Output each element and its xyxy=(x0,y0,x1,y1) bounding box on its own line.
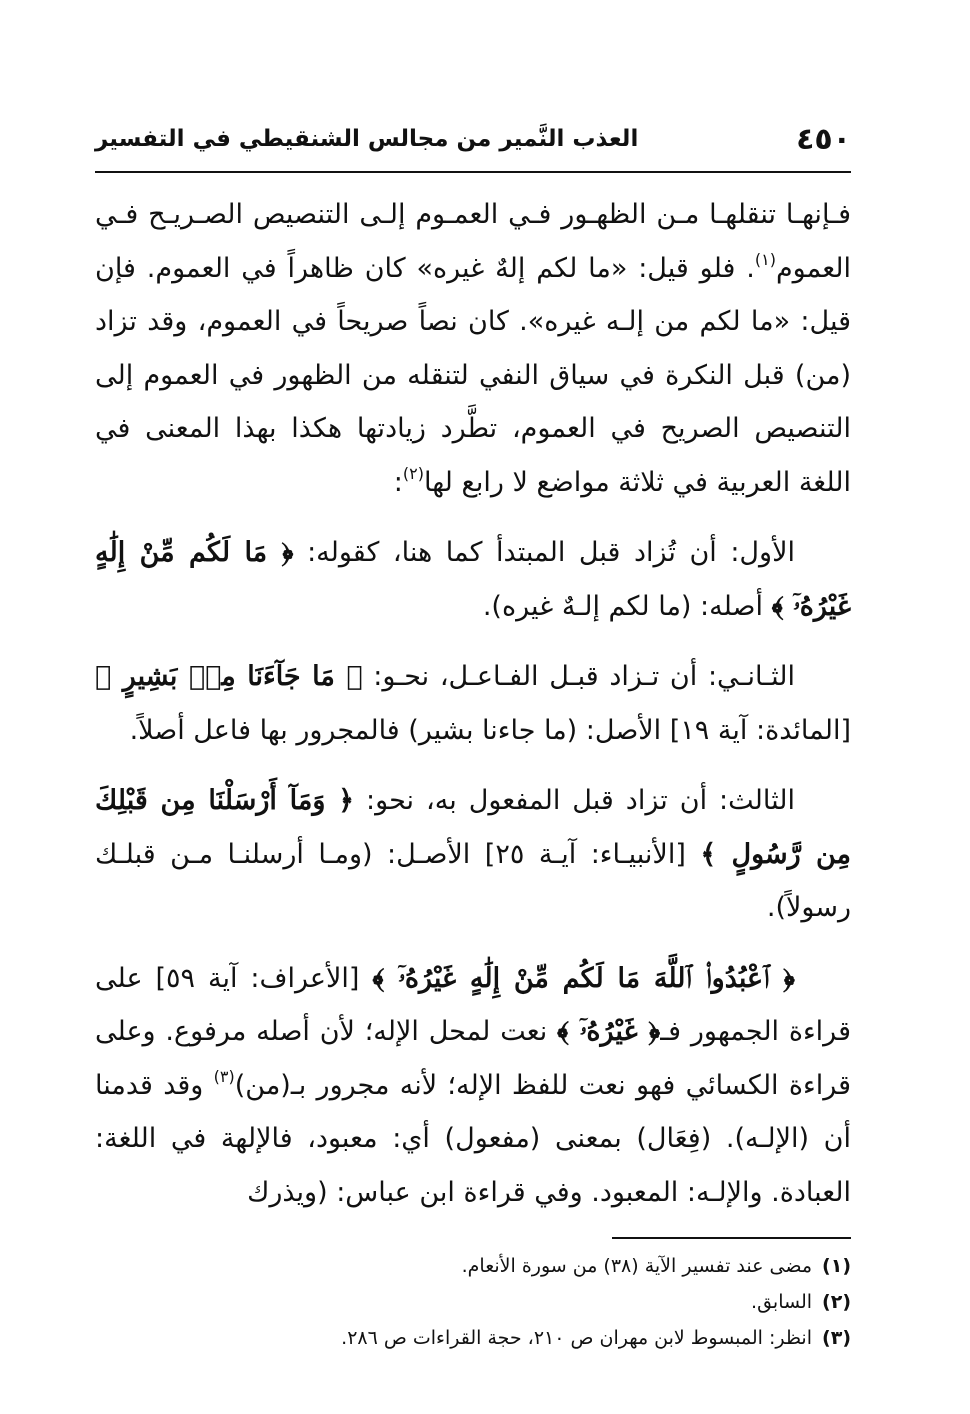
quran-word: ﴿ غَيْرُهُۥٓ ﴾ xyxy=(557,1016,661,1047)
quran-verse: ﴿ وَمَآ أَرْسَلْنَا مِن قَبْلِكَ مِن رَّسُولٍ ﴾ xyxy=(95,785,852,870)
quran-verse: ﴿ ٱعْبُدُوا۟ ٱللَّهَ مَا لَكُم مِّنْ إِلَٰهٍ غَيْرُهُۥٓ ﴾ xyxy=(372,962,796,994)
footnote-ref-2: (٢) xyxy=(402,463,424,483)
paragraph-text: وقد قدمنا أن (الإلـه). (فِعَال) بمعنى (مفعول) أي: معبود، فالإلهة في اللغة: العبادة. والإلـه: المعبود. وفي قراءة ابن عباس: (ويذرك xyxy=(95,1069,851,1208)
paragraph-text: [الأعراف: آية ٥٩] على قراءة الجمهور فـ xyxy=(95,962,851,1047)
footnote-number: (٢) xyxy=(822,1291,851,1313)
footnote-text: مضى عند تفسير الآية (٣٨) من سورة الأنعام. xyxy=(461,1255,813,1277)
main-text xyxy=(95,188,851,1236)
paragraph-4 xyxy=(95,774,851,935)
footnote-3 xyxy=(95,1320,851,1356)
page-header xyxy=(95,120,851,168)
footnote-divider xyxy=(612,1237,851,1239)
footnote-text: انظر: المبسوط لابن مهران ص ٢١٠، حجة القراءات ص ٢٨٦. xyxy=(341,1327,813,1349)
paragraph-text: الثـانـي: أن تـزاد قبـل الفـاعـل، نحـو: xyxy=(373,661,795,692)
paragraph-5 xyxy=(95,952,851,1220)
paragraph-text: : xyxy=(393,466,403,498)
paragraph-text: [المائدة: آية ١٩] الأصل: (ما جاءنا بشير) فالمجرور بها فاعل أصلاً. xyxy=(129,714,851,746)
footnote-ref-3: (٣) xyxy=(213,1066,235,1086)
header-divider xyxy=(95,171,851,173)
footnote-ref-1: (١) xyxy=(754,249,776,269)
footnote-number: (١) xyxy=(822,1255,851,1277)
page-number: ٤٥٠ xyxy=(796,122,851,157)
paragraph-text: [الأنبيـاء: آيـة ٢٥] الأصـل: (ومـا أرسلنـا مـن قبلـك رسولاً). xyxy=(95,838,851,923)
quran-verse: ﴿ مَا لَكُم مِّنْ إِلَٰهٍ غَيْرُهُۥٓ ﴾ xyxy=(95,537,851,622)
footnote-2 xyxy=(95,1284,851,1320)
footnote-text: السابق. xyxy=(751,1291,813,1313)
paragraph-text: أصله: (ما لكم إلـهٌ غيره). xyxy=(482,590,763,622)
footnote-number: (٣) xyxy=(822,1327,851,1349)
running-title: العذب النَّمير من مجالس الشنقيطي في التفسير xyxy=(95,126,639,152)
paragraph-text: نعت لمحل الإله؛ لأن أصله مرفوع. وعلى قراءة الكسائي فهو نعت للفظ الإله؛ لأنه مجرور بـ(من) xyxy=(95,1016,852,1101)
paragraph-text: . فلو قيل: «ما لكم إلهٌ غيره» كان ظاهراً في العموم. فإن قيل: «ما لكم من إلـه غيره». كان نصاً صريحاً في العموم، وقد تزاد (من) قبل النكرة في سياق النفي لتنقله من الظهور في العموم إلى التنصيص الصريح في العموم، تطَّرد زيادتها هكذا بهذا المعنى في اللغة العربية في ثلاثة مواضع لا رابع لها xyxy=(95,252,851,498)
footnotes xyxy=(95,1248,851,1356)
quran-verse: ﴿ مَا جَآءَنَا مِنۢ بَشِيرٍ ﴾ xyxy=(95,661,363,692)
footnote-1 xyxy=(95,1248,851,1284)
paragraph-2 xyxy=(95,526,851,633)
paragraph-3 xyxy=(95,650,851,757)
paragraph-text: فـإنهـا تنقلهـا مـن الظهـور فـي العمـوم إلـى التنصيص الصـريـح فـي العموم xyxy=(95,199,851,284)
paragraph-text: الثالث: أن تزاد قبل المفعول به، نحو: xyxy=(366,785,795,816)
paragraph-text: الأول: أن تُزاد قبل المبتدأ كما هنا، كقوله: xyxy=(307,537,795,568)
paragraph-1 xyxy=(95,188,851,509)
